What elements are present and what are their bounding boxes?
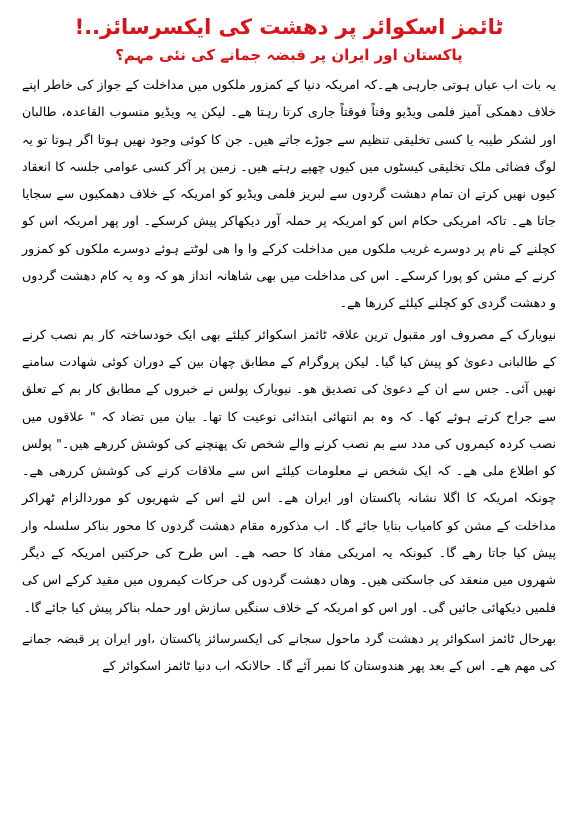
article-paragraph-3: بھرحال ٹائمز اسکوائر پر دھشت گرد ماحول سجانے کی ایکسرسائز پاکستان ،اور ایران پر قبضہ جمانے کی مھم ھے۔ اس کے بعد پھر ھندوستان کا نمبر آئے گا۔ حالانکہ اب دنیا ٹائمز اسکوائر کے [22,630,556,674]
article-subtitle: پاکستان اور ایران پر قبضہ جمانے کی نئی مہم؟ [115,46,463,64]
article-title: ٹائمز اسکوائر پر دھشت کی ایکسرسائز..! [74,15,504,39]
article-paragraph-1: یہ بات اب عیاں ہوتی جارہی ھے۔کہ امریکہ دنیا کے کمزور ملکوں میں مداخلت کے جواز کی خاطر اپنے خلاف دھمکی آمیز فلمی ویڈیو وقتاً فوقتاً جاری کرتا رہتا ھے۔ لیکن یہ ویڈیو منسوب القاعدہ، طالبان اور لشکر طیبہ یا کسی تخلیقی تنظیم سے جوڑے جاتے ھیں۔ جن کا کوئی وجود نھیں ہوتا اگر ہوتا تو یہ لوگ فضائی ملک تخلیقی کیسٹوں میں کیوں چھپے رہتے ھیں۔ زمین پر آکر کسی عوامی جلسہ کا انعقاد کیوں نھیں کرتے ان تمام دھشت گردوں سے لبریز فلمی ویڈیو کو امریکہ کے خلاف دھمکیوں سے سجایا جاتا ھے۔ تاکہ امریکی حکام اس کو امریکہ پر حملہ آور دیکھاکر پیش کرسکے۔ اور پھر امریکہ اس کو کچلنے کے نام پر دوسرے غریب ملکوں میں مداخلت کرکے وا وا ھی لوٹتے ہوئے دوسرے ملکوں کو کمزور کرنے کے مشن کو پورا کرسکے۔ اس کی مداخلت میں بھی شاھانہ انداز ھو کہ وہ یہ کام دھشت گردوں و دھشت گردی کو کچلنے کیلئے کررھا ھے۔ [22,77,556,311]
article-paragraph-2: نیویارک کے مصروف اور مقبول ترین علاقہ ٹائمز اسکوائر کیلئے بھی ایک خودساختہ کار بم نصب کرنے کے طالبانی دعویٰ کو پیش کیا گیا۔ لیکن پروگرام کے مطابق چھان بین کے دوران کوئی شھادت سامنے نھیں آئی۔ جس سے ان کے دعویٰ کی تصدیق ھو۔ نیویارک پولس نے خبروں کے مطابق کار بم کے تعلق سے جراح کرتے ہوئے کھا۔ کہ وہ بم انتھائی ابتدائی نوعیت کا تھا۔ بیان میں تضاد کہ " علاقوں میں نصب کردہ کیمروں کی مدد سے بم نصب کرنے والے شخص تک پھنچنے کی کوشش کررھے ھیں۔" پولس کو اطلاع ملی ھے۔ کہ ایک شخص نے معلومات کیلئے اس سے ملاقات کرنے کی کوشش کررھی ھے۔ چونکہ امریکہ کا اگلا نشانہ پاکستان اور ایران ھے۔ اس لئے اس کے شھریوں کو موردالزام ٹھراکر مداخلت کے مشن کو کامیاب بنایا جائے گا۔ اب مذکورہ مقام دھشت گردوں کا محور بناکر سلسلہ وار پیش کیا جاتا رھے گا۔ کیونکہ یہ امریکی مفاد کا حصہ ھے۔ اس طرح کی حرکتیں امریکہ کے دیگر شھروں میں منعقد کی جاسکتی ھیں۔ وھاں دھشت گردوں کی حرکات کیمروں میں مقید کرکے اس کی فلمیں دیکھائی جائیں گی۔ اور اس کو امریکہ کے خلاف سنگیں سازش اور حملہ بناکر پیش کیا جائے گا۔ [22,326,556,615]
